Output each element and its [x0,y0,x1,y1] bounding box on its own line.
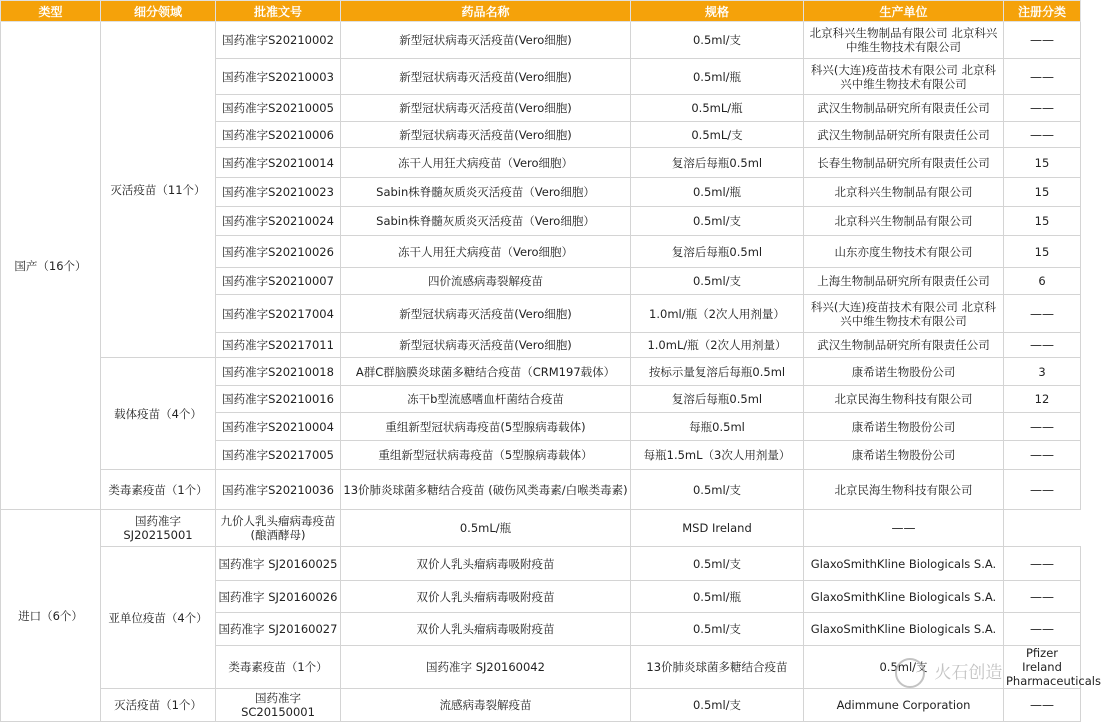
name-cell: A群C群脑膜炎球菌多糖结合疫苗（CRM197载体） [341,358,631,386]
class-cell: —— [1004,22,1081,59]
approval-cell: 国药准字S20217004 [216,295,341,333]
spec-cell: 0.5ml/支 [631,689,804,722]
class-cell: —— [1004,689,1081,722]
class-cell: 15 [1004,207,1081,236]
approval-cell: 国药准字S20210024 [216,207,341,236]
approval-cell: 国药准字S20210026 [216,236,341,268]
type-cell: 进口（6个） [1,510,101,722]
approval-cell: 国药准字S20210018 [216,358,341,386]
maker-cell: 武汉生物制品研究所有限责任公司 [804,95,1004,122]
name-cell: 新型冠状病毒灭活疫苗(Vero细胞) [341,22,631,59]
watermark [895,658,1055,688]
approval-cell: 国药准字S20210023 [216,178,341,207]
name-cell: 新型冠状病毒灭活疫苗(Vero细胞) [341,295,631,333]
class-cell: 12 [1004,386,1081,413]
approval-cell: 国药准字S20210006 [216,122,341,148]
table-row [1,470,1081,510]
class-cell: 15 [1004,178,1081,207]
spec-cell: 每瓶1.5mL（3次人用剂量） [631,441,804,470]
col-header: 注册分类 [1004,1,1081,22]
name-cell: 新型冠状病毒灭活疫苗(Vero细胞) [341,122,631,148]
spec-cell: 0.5mL/瓶 [341,510,631,547]
maker-cell: MSD Ireland [631,510,804,547]
wechat-icon [895,658,925,688]
spec-cell: 0.5ml/支 [631,22,804,59]
spec-cell: 0.5ml/支 [631,207,804,236]
table-row [1,22,1081,59]
approval-cell: 国药准字S20210005 [216,95,341,122]
class-cell: —— [1004,613,1081,646]
maker-cell: 武汉生物制品研究所有限责任公司 [804,122,1004,148]
approval-cell: 国药准字 SC20150001 [216,689,341,722]
maker-cell: GlaxoSmithKline Biologicals S.A. [804,613,1004,646]
name-cell: 流感病毒裂解疫苗 [341,689,631,722]
spec-cell: 0.5mL/支 [631,122,804,148]
name-cell: Sabin株脊髓灰质炎灭活疫苗（Vero细胞） [341,178,631,207]
name-cell: 重组新型冠状病毒疫苗(5型腺病毒载体) [341,413,631,441]
class-cell: —— [1004,95,1081,122]
name-cell: 新型冠状病毒灭活疫苗(Vero细胞) [341,333,631,358]
spec-cell: 1.0mL/瓶（2次人用剂量） [631,333,804,358]
col-header: 规格 [631,1,804,22]
spec-cell: 0.5ml/支 [804,646,1004,689]
maker-cell: 北京民海生物科技有限公司 [804,470,1004,510]
class-cell: —— [1004,547,1081,581]
class-cell: —— [804,510,1004,547]
approval-cell: 国药准字S20210002 [216,22,341,59]
table-row [1,358,1081,386]
table-row [1,689,1081,722]
spec-cell: 0.5ml/支 [631,547,804,581]
maker-cell: 科兴(大连)疫苗技术有限公司 北京科兴中维生物技术有限公司 [804,295,1004,333]
maker-cell: 武汉生物制品研究所有限责任公司 [804,333,1004,358]
maker-cell: GlaxoSmithKline Biologicals S.A. [804,581,1004,613]
name-cell: 四价流感病毒裂解疫苗 [341,268,631,295]
maker-cell: 康希诺生物股份公司 [804,358,1004,386]
col-header: 药品名称 [341,1,631,22]
watermark-text: 火石创造 [934,663,1003,683]
spec-cell: 复溶后每瓶0.5ml [631,386,804,413]
name-cell: 双价人乳头瘤病毒吸附疫苗 [341,613,631,646]
domain-cell: 亚单位疫苗（4个） [101,547,216,689]
class-cell: 15 [1004,236,1081,268]
type-cell: 国产（16个） [1,22,101,510]
maker-cell: 上海生物制品研究所有限责任公司 [804,268,1004,295]
approval-cell: 国药准字S20210036 [216,470,341,510]
spec-cell: 0.5ml/瓶 [631,581,804,613]
approval-cell: 国药准字 SJ20160026 [216,581,341,613]
class-cell: —— [1004,333,1081,358]
approval-cell: 国药准字S20217005 [216,441,341,470]
spec-cell: 1.0ml/瓶（2次人用剂量） [631,295,804,333]
col-header: 生产单位 [804,1,1004,22]
class-cell: —— [1004,59,1081,95]
maker-cell: 山东亦度生物技术有限公司 [804,236,1004,268]
class-cell: —— [1004,441,1081,470]
maker-cell: Pfizer Ireland Pharmaceuticals [1004,646,1081,689]
name-cell: 新型冠状病毒灭活疫苗(Vero细胞) [341,59,631,95]
class-cell: —— [1004,122,1081,148]
maker-cell: 北京民海生物科技有限公司 [804,386,1004,413]
name-cell: 双价人乳头瘤病毒吸附疫苗 [341,547,631,581]
spec-cell: 复溶后每瓶0.5ml [631,236,804,268]
name-cell: 冻干b型流感嗜血杆菌结合疫苗 [341,386,631,413]
name-cell: 冻干人用狂犬病疫苗（Vero细胞） [341,236,631,268]
approval-cell: 国药准字S20210007 [216,268,341,295]
maker-cell: 北京科兴生物制品有限公司 [804,207,1004,236]
maker-cell: GlaxoSmithKline Biologicals S.A. [804,547,1004,581]
domain-cell: 灭活疫苗（1个） [101,689,216,722]
col-header: 批准文号 [216,1,341,22]
name-cell: 重组新型冠状病毒疫苗（5型腺病毒载体） [341,441,631,470]
domain-cell: 类毒素疫苗（1个） [101,470,216,510]
table-row [1,510,1081,547]
class-cell: —— [1004,470,1081,510]
approval-cell: 国药准字 SJ20160042 [341,646,631,689]
spec-cell: 0.5ml/支 [631,470,804,510]
spec-cell: 0.5ml/支 [631,268,804,295]
class-cell: —— [1004,413,1081,441]
class-cell: 3 [1004,358,1081,386]
maker-cell: 长春生物制品研究所有限责任公司 [804,148,1004,178]
spec-cell: 0.5ml/瓶 [631,59,804,95]
domain-cell: 载体疫苗（4个） [101,358,216,470]
maker-cell: Adimmune Corporation [804,689,1004,722]
name-cell: 双价人乳头瘤病毒吸附疫苗 [341,581,631,613]
name-cell: 新型冠状病毒灭活疫苗(Vero细胞) [341,95,631,122]
name-cell: 13价肺炎球菌多糖结合疫苗 (破伤风类毒素/白喉类毒素) [341,470,631,510]
col-header: 类型 [1,1,101,22]
spec-cell: 复溶后每瓶0.5ml [631,148,804,178]
maker-cell: 北京科兴生物制品有限公司 北京科兴中维生物技术有限公司 [804,22,1004,59]
col-header: 细分领域 [101,1,216,22]
spec-cell: 0.5ml/支 [631,613,804,646]
class-cell: —— [1004,581,1081,613]
class-cell: —— [1004,295,1081,333]
maker-cell: 康希诺生物股份公司 [804,441,1004,470]
name-cell: 九价人乳头瘤病毒疫苗(酿酒酵母) [216,510,341,547]
maker-cell: 康希诺生物股份公司 [804,413,1004,441]
approval-cell: 国药准字S20210004 [216,413,341,441]
spec-cell: 0.5mL/瓶 [631,95,804,122]
spec-cell: 按标示量复溶后每瓶0.5ml [631,358,804,386]
spec-cell: 0.5ml/瓶 [631,178,804,207]
spec-cell: 每瓶0.5ml [631,413,804,441]
domain-cell: 灭活疫苗（11个） [101,22,216,358]
approval-cell: 国药准字S20210016 [216,386,341,413]
name-cell: 13价肺炎球菌多糖结合疫苗 [631,646,804,689]
name-cell: Sabin株脊髓灰质炎灭活疫苗（Vero细胞） [341,207,631,236]
header-row [1,1,1081,22]
approval-cell: 国药准字 SJ20160025 [216,547,341,581]
table-row [1,547,1081,581]
class-cell: 15 [1004,148,1081,178]
approval-cell: 国药准字S20217011 [216,333,341,358]
domain-cell: 类毒素疫苗（1个） [216,646,341,689]
approval-cell: 国药准字S20210014 [216,148,341,178]
approval-cell: 国药准字 SJ20215001 [101,510,216,547]
maker-cell: 科兴(大连)疫苗技术有限公司 北京科兴中维生物技术有限公司 [804,59,1004,95]
maker-cell: 北京科兴生物制品有限公司 [804,178,1004,207]
class-cell: 6 [1004,268,1081,295]
approval-cell: 国药准字S20210003 [216,59,341,95]
name-cell: 冻干人用狂犬病疫苗（Vero细胞） [341,148,631,178]
approval-cell: 国药准字 SJ20160027 [216,613,341,646]
